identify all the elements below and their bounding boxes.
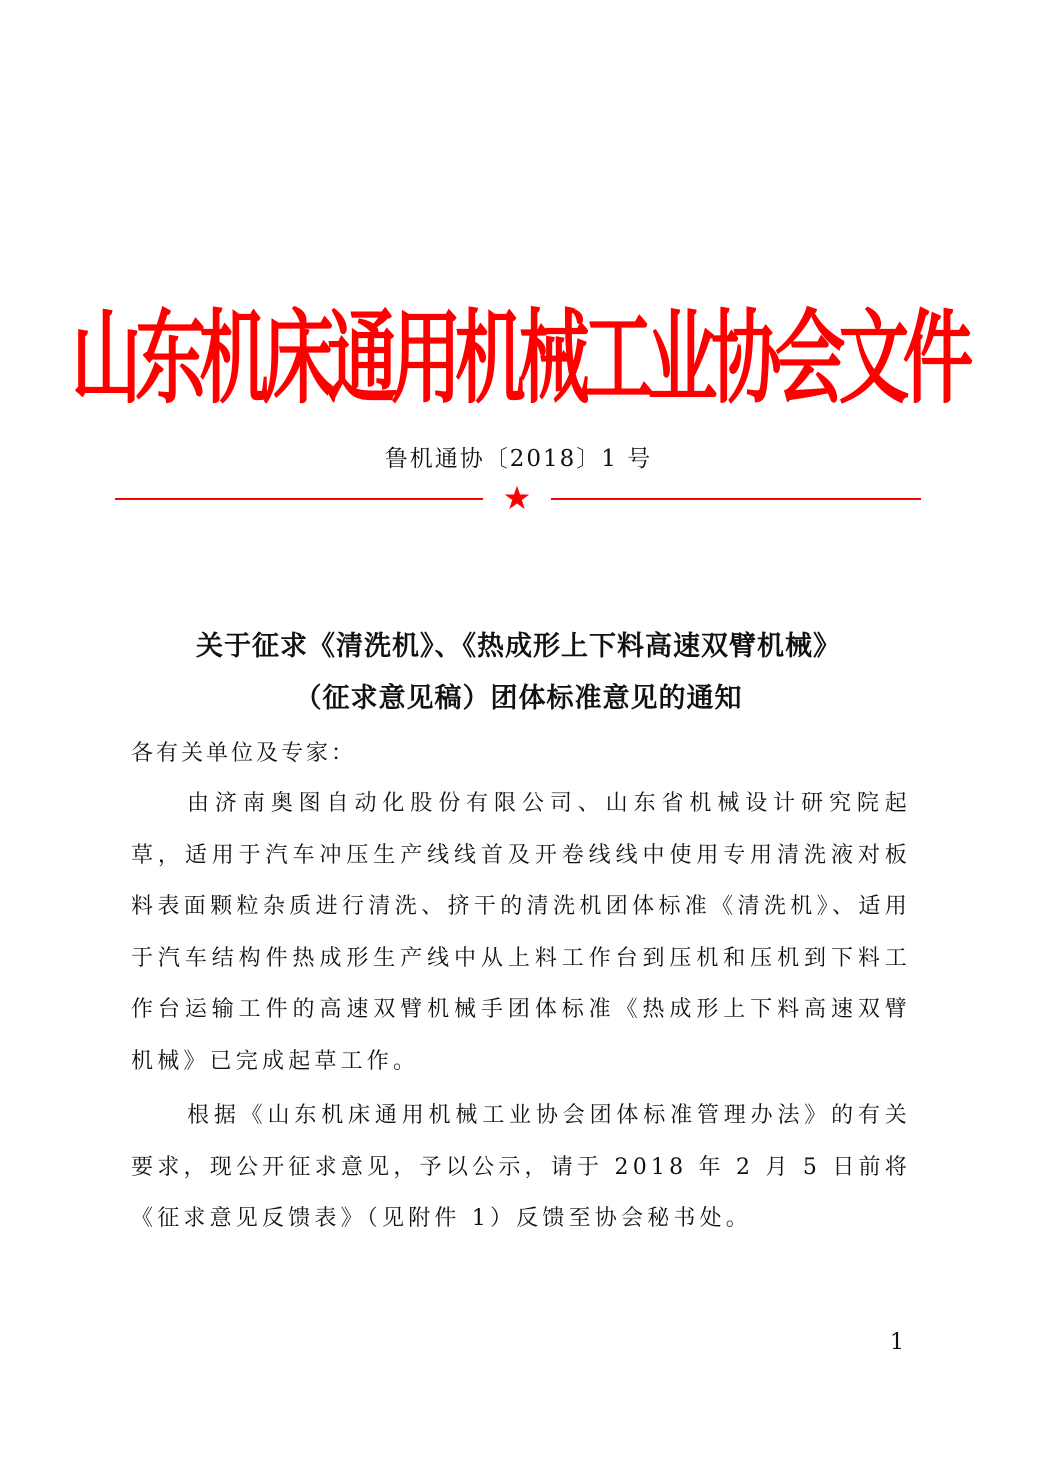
body-paragraph: 由济南奥图自动化股份有限公司、山东省机械设计研究院起草，适用于汽车冲压生产线线首及开卷线线中使用专用清洗液对板料表面颗粒杂质进行清洗、挤干的清洗机团体标准《清洗机》、适用于汽车结构件热成形生产线中从上料工作台到压机和压机到下料工作台运输工件的高速双臂机械手团体标准《热成形上下料高速双臂机械》已完成起草工作。 (131, 791, 911, 1074)
page-number: 1 (890, 1330, 904, 1355)
salutation: 各有关单位及专家： (131, 741, 357, 766)
document-number: 鲁机通协〔2018〕1 号 (384, 446, 653, 472)
red-divider (115, 486, 921, 514)
masthead (70, 280, 967, 420)
organization-title: 山东机床通用机械工业协会文件 (70, 300, 967, 419)
star-icon (503, 484, 531, 512)
divider-line-left (115, 498, 483, 500)
notice-title-line-1: 关于征求《清洗机》、《热成形上下料高速双臂机械》 (196, 631, 841, 662)
notice-title-line-2: （征求意见稿）团体标准意见的通知 (294, 683, 743, 714)
body-paragraph: 根据《山东机床通用机械工业协会团体标准管理办法》的有关要求，现公开征求意见，予以公示，请于 2018 年 2 月 5 日前将《征求意见反馈表》（见附件 1）反馈至协会秘书处。 (131, 1103, 911, 1231)
divider-line-right (551, 498, 921, 500)
